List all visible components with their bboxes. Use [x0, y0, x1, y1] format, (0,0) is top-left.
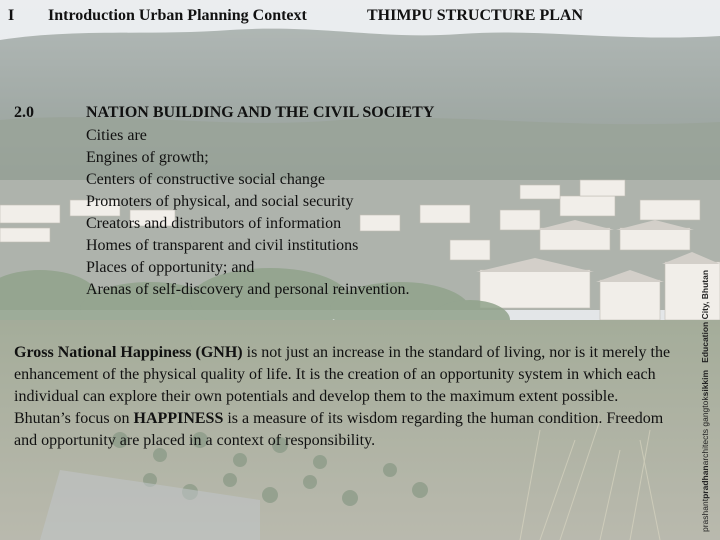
list-item: Arenas of self-discovery and personal reinvention. — [86, 281, 410, 298]
credit-suffix: Education City, Bhutan — [700, 269, 710, 370]
list-item: Centers of constructive social change — [86, 171, 326, 188]
list-item: Promoters of physical, and social security — [86, 193, 354, 210]
gnh-lead: Gross National Happiness (GNH) — [14, 344, 243, 361]
chapter-title: Introduction Urban Planning Context — [48, 7, 307, 24]
credit-prefix: prashant — [700, 498, 710, 532]
credit-bold-2: sikkim — [700, 369, 710, 397]
list-item: Homes of transparent and civil institutions — [86, 237, 359, 254]
gnh-text-1: is not just an increase in the standard of living, nor is it merely the enhancement of the physical quality of life. It is the creation of an opportunity system in which each individual can explore their own potentials and develop them to the maximum extent possible. Bhutan’s focus on — [14, 344, 671, 427]
happiness-emphasis: HAPPINESS — [133, 410, 224, 427]
credit-bold-1: pradhan — [700, 465, 710, 499]
chapter-number: I — [8, 7, 15, 24]
credit-mid: architects gangtok — [700, 396, 710, 466]
gnh-text-2: is a measure of its wisdom regarding the human condition. Freedom and opportunity are placed in a context of responsibility. — [14, 410, 664, 449]
cities-list — [86, 125, 409, 301]
list-item: Creators and distributors of information — [86, 215, 342, 232]
list-item: Cities are — [86, 127, 147, 144]
list-item: Engines of growth; — [86, 149, 209, 166]
section-number: 2.0 — [14, 104, 34, 121]
firm-credit-vertical — [700, 270, 710, 532]
section-title: NATION BUILDING AND THE CIVIL SOCIETY — [86, 104, 435, 121]
list-item: Places of opportunity; and — [86, 259, 255, 276]
gnh-paragraph — [14, 342, 674, 452]
plan-title: THIMPU STRUCTURE PLAN — [367, 7, 584, 24]
